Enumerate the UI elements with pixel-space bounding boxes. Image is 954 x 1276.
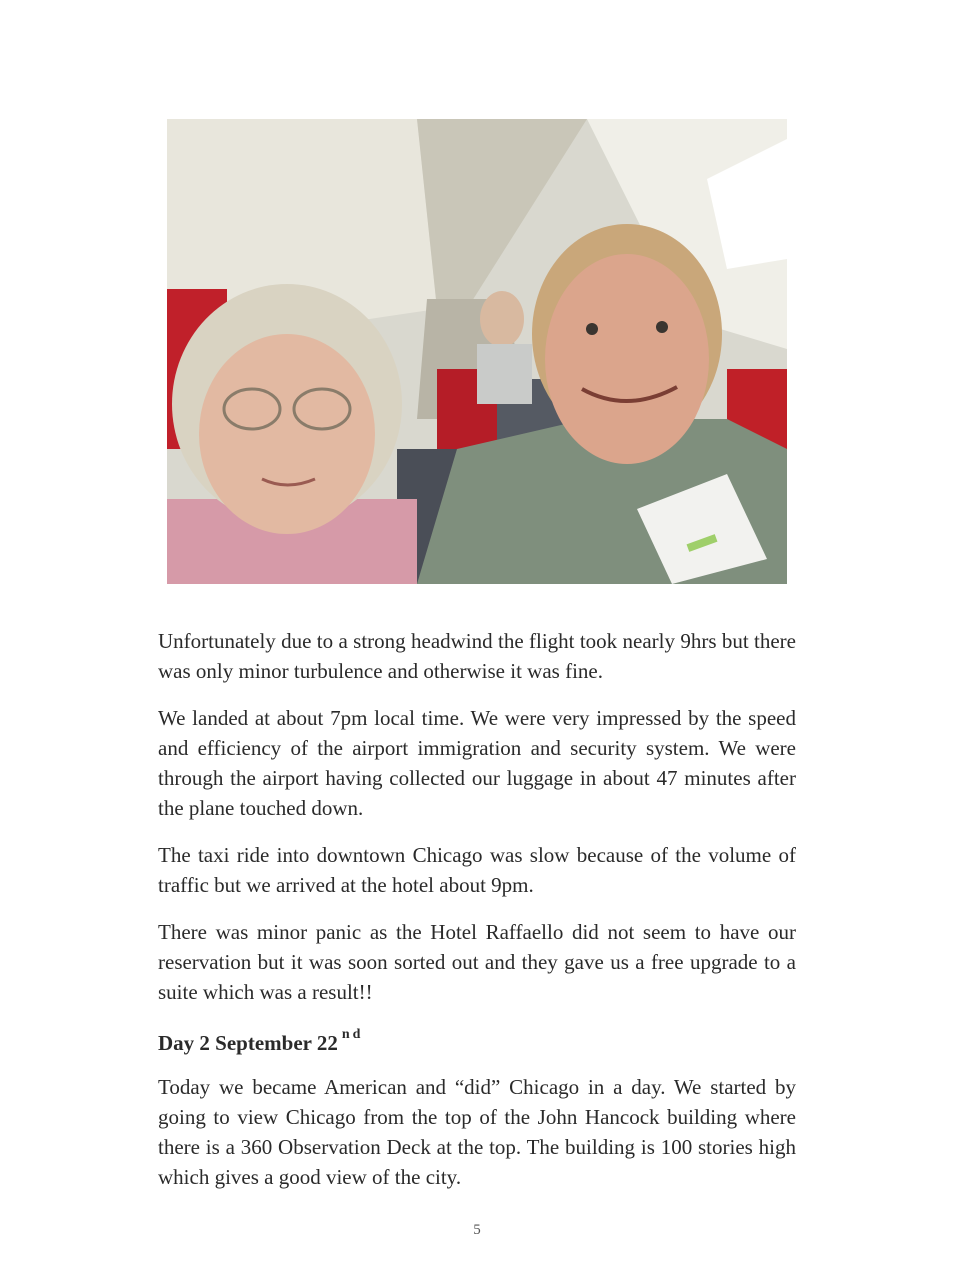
day-heading-text: Day 2 September 22	[158, 1031, 338, 1055]
selfie-photo	[167, 119, 787, 584]
page-number: 5	[473, 1222, 481, 1238]
paragraph-landing: We landed at about 7pm local time. We were very impressed by the speed and efficiency of the airport immigration and security system. We were through the airport having collected our luggage in about 47 minutes after the plane touched down.	[158, 706, 796, 820]
paragraph-taxi: The taxi ride into downtown Chicago was slow because of the volume of traffic but we arrived at the hotel about 9pm.	[158, 843, 796, 897]
body-text	[158, 626, 796, 1209]
paragraph-flight: Unfortunately due to a strong headwind the flight took nearly 9hrs but there was only minor turbulence and otherwise it was fine.	[158, 629, 796, 683]
day-heading-suffix: nd	[341, 1027, 364, 1042]
day-heading	[158, 1024, 796, 1058]
paragraph-chicago: Today we became American and “did” Chicago in a day. We started by going to view Chicago from the top of the John Hancock building where there is a 360 Observation Deck at the top. The building is 100 stories high which gives a good view of the city.	[158, 1075, 796, 1189]
paragraph-hotel: There was minor panic as the Hotel Raffaello did not seem to have our reservation but it was soon sorted out and they gave us a free upgrade to a suite which was a result!!	[158, 920, 796, 1004]
